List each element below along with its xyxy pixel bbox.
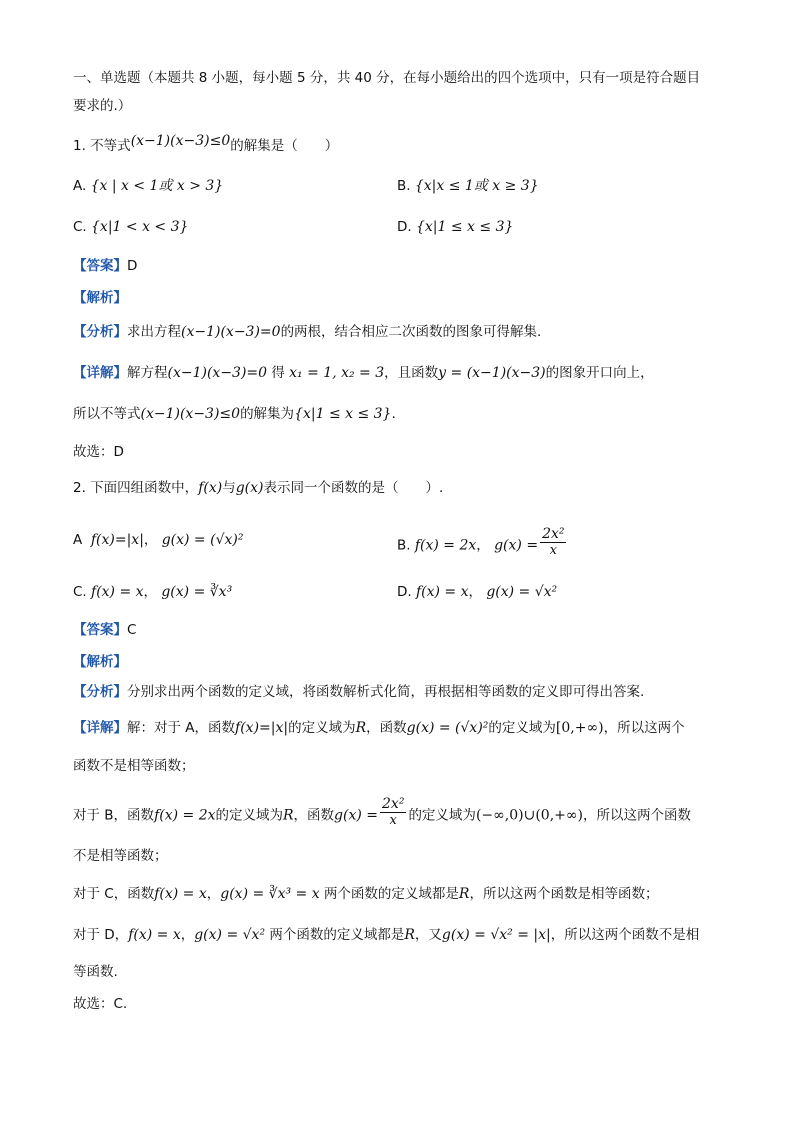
xiangjie-a-line1: 【详解】解：对于 A，函数f(x)=|x|的定义域为R，函数g(x) = (√x)²的定义域为[0,+∞)，所以这两个 xyxy=(73,720,685,736)
question-number: 2. xyxy=(73,480,86,496)
xiangjie-d-line2: 等函数. xyxy=(73,964,118,980)
analysis-tag: 【解析】 xyxy=(73,654,127,670)
answer-tag: 【答案】 xyxy=(73,258,127,274)
option-b: B. f(x) = 2x， g(x) = $\frac{\text{2x²}}{x}$ xyxy=(397,526,565,558)
option-c-set: {x|1 < x < 3} xyxy=(91,219,189,235)
fraction: $\frac{\text{2x²}}{x}$ xyxy=(382,796,405,828)
stem-text: 的解集是（ ） xyxy=(230,138,339,154)
question-number: 1. xyxy=(73,138,86,154)
xiangjie-a-line2: 函数不是相等函数； xyxy=(73,758,195,774)
xiangjie-b-line2: 不是相等函数； xyxy=(73,848,168,864)
xiangjie-line-1: 【详解】解方程(x−1)(x−3)=0 得 x₁ = 1, x₂ = 3，且函数y = (x−1)(x−3)的图象开口向上， xyxy=(73,365,654,381)
question-2-stem: 2. 下面四组函数中，f(x)与g(x)表示同一个函数的是（ ）. xyxy=(73,480,444,496)
section-heading-line1: 一、单选题（本题共 8 小题，每小题 5 分，共 40 分，在每小题给出的四个选项中，只有一项是符合题目 xyxy=(73,70,701,86)
fenxi-line: 【分析】分别求出两个函数的定义域，将函数解析式化简，再根据相等函数的定义即可得出答案. xyxy=(73,684,645,700)
xiangjie-b-line1: 对于 B，函数f(x) = 2x的定义域为R，函数g(x) = $\frac{\text{2x²}}{x}$ 的定义域为(−∞,0)∪(0,+∞)，所以这两个函数 xyxy=(73,796,692,828)
option-b-set: {x|x ≤ 1或 x ≥ 3} xyxy=(414,178,539,194)
option-a: A f(x)=|x|， g(x) = (√x)² xyxy=(73,532,244,548)
option-b: B. {x|x ≤ 1或 x ≥ 3} xyxy=(397,178,539,194)
answer-line xyxy=(73,256,137,276)
xiangjie-d-line1: 对于 D，f(x) = x，g(x) = √x² 两个函数的定义域都是R，又g(x) = √x² = |x|，所以这两个函数不是相 xyxy=(73,927,700,943)
option-c: C. {x|1 < x < 3} xyxy=(73,219,189,235)
option-d-set: {x|1 ≤ x ≤ 3} xyxy=(415,219,514,235)
option-d: D. {x|1 ≤ x ≤ 3} xyxy=(397,219,514,235)
option-a: A. {x | x < 1或 x > 3} xyxy=(73,178,224,194)
analysis-tag: 【解析】 xyxy=(73,290,127,306)
fenxi-line: 【分析】求出方程(x−1)(x−3)=0的两根，结合相应二次函数的图象可得解集. xyxy=(73,324,542,340)
choice-line: 故选：C. xyxy=(73,996,128,1012)
option-d: D. f(x) = x， g(x) = √x² xyxy=(397,584,558,600)
option-a-set: {x | x < 1或 x > 3} xyxy=(90,178,224,194)
section-heading-line2: 要求的.） xyxy=(73,98,132,114)
option-c: C. f(x) = x， g(x) = ∛x³ xyxy=(73,584,233,600)
fraction: $\frac{\text{2x²}}{x}$ xyxy=(542,526,565,558)
stem-text: 不等式 xyxy=(90,138,131,154)
xiangjie-line-2: 所以不等式(x−1)(x−3)≤0的解集为{x|1 ≤ x ≤ 3}. xyxy=(73,406,396,422)
question-1-stem xyxy=(73,133,339,156)
answer-line: 【答案】C xyxy=(73,622,137,638)
xiangjie-c-line: 对于 C，函数f(x) = x，g(x) = ∛x³ = x 两个函数的定义域都是R，所以这两个函数是相等函数； xyxy=(73,886,659,902)
answer-value: D xyxy=(127,258,138,274)
inequality-expr: (x−1)(x−3)≤0 xyxy=(130,133,231,149)
choice-line: 故选：D xyxy=(73,444,124,460)
